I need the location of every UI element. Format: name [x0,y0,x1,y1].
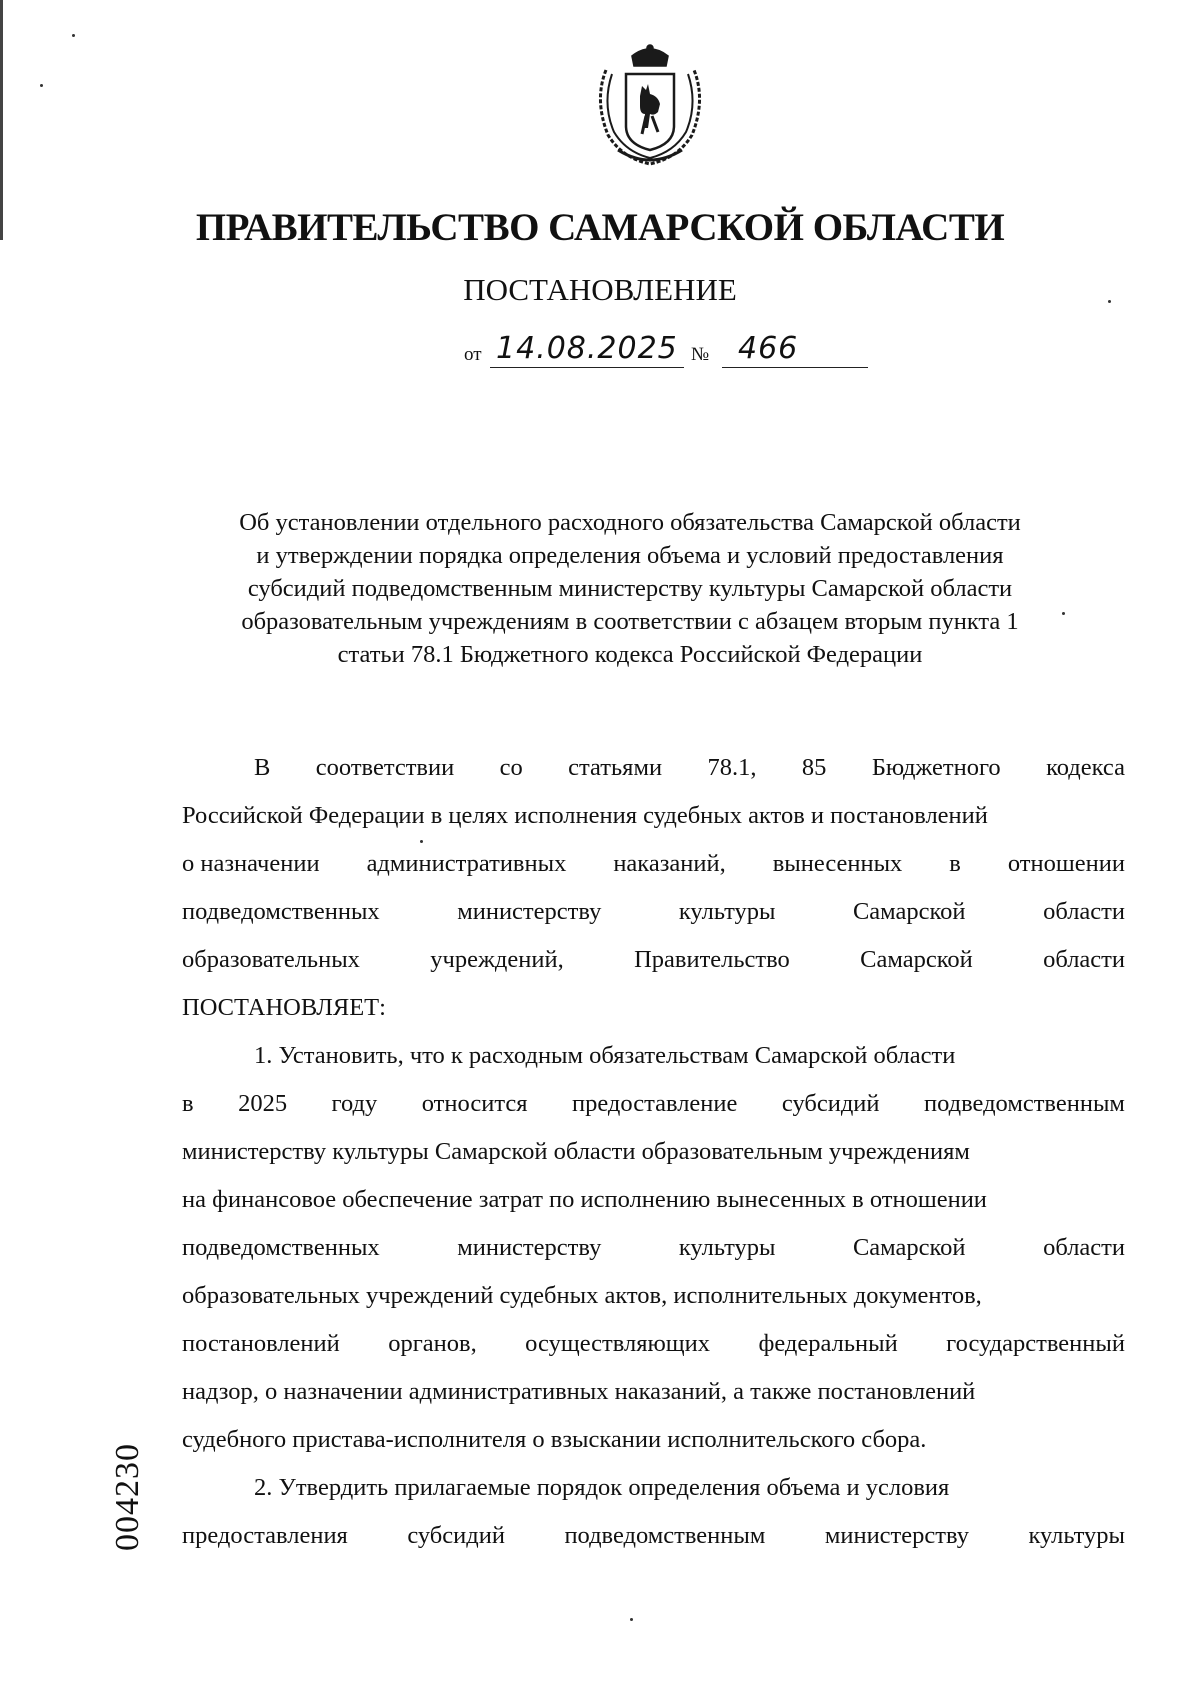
resolution-keyword: ПОСТАНОВЛЯЕТ: [182,994,386,1021]
scan-speck [40,84,43,87]
document-type: ПОСТАНОВЛЕНИЕ [463,272,737,307]
word: министерству [824,1522,969,1549]
date-prefix: от [464,344,482,365]
word: в [182,1090,194,1117]
word: Самарской [852,1234,966,1261]
subject-line: статьи 78.1 Бюджетного кодекса Российской Федерации [337,641,923,668]
item-1-line: образовательных учреждений судебных актов, исполнительных документов, [182,1282,982,1309]
word: отношении [1007,850,1125,877]
word: осуществляющих [525,1330,711,1357]
subject-line: субсидий подведомственным министерству культуры Самарской области [247,575,1013,602]
item-2-line [182,1520,1125,1552]
word: государственный [946,1330,1125,1357]
subject-line: образовательным учреждениям в соответствии с абзацем вторым пункта 1 [241,608,1019,635]
word: кодекса [1046,754,1125,781]
item-1-line [182,1088,1125,1120]
word: органов, [388,1330,477,1357]
coat-of-arms-emblem [588,40,712,170]
word: подведомственных [182,1234,380,1261]
word: постановлений [182,1330,340,1357]
scan-speck [420,840,423,843]
word: культуры [678,898,776,925]
word: о назначении [182,850,320,877]
word: году [331,1090,378,1117]
preamble-line [254,752,1125,784]
word: 78.1, [707,754,757,781]
word: Самарской [852,898,966,925]
word: со [499,754,523,781]
word: подведомственным [564,1522,766,1549]
word: предоставление [571,1090,738,1117]
item-2-line: 2. Утвердить прилагаемые порядок определения объема и условия [254,1474,950,1501]
preamble-line: Российской Федерации в целях исполнения судебных актов и постановлений [182,802,988,829]
item-1-line [182,1328,1125,1360]
item-1-line: на финансовое обеспечение затрат по исполнению вынесенных в отношении [182,1186,987,1213]
word: соответствии [315,754,455,781]
word: относится [421,1090,528,1117]
scan-speck [1108,300,1111,303]
word: предоставления [182,1522,348,1549]
word: культуры [1028,1522,1125,1549]
number-prefix: № [691,344,710,365]
word: министерству [457,1234,602,1261]
scan-speck [1062,612,1065,615]
word: министерству [457,898,602,925]
word: субсидий [407,1522,505,1549]
item-1-line: 1. Установить, что к расходным обязательствам Самарской области [254,1042,956,1069]
word: наказаний, [613,850,726,877]
scan-speck [630,1618,633,1621]
subject-line: Об установлении отдельного расходного обязательства Самарской области [239,509,1021,536]
word: Правительство [634,946,790,973]
handwritten-date: 14.08.2025 [496,331,678,366]
word: подведомственных [182,898,380,925]
word: административных [366,850,567,877]
preamble-line [182,896,1125,928]
item-1-line [182,1232,1125,1264]
word: в [949,850,961,877]
word: вынесенных [772,850,903,877]
scan-edge [0,0,3,240]
document-subject [150,506,1110,671]
preamble-line [182,848,1125,880]
word: федеральный [758,1330,898,1357]
organization-title: ПРАВИТЕЛЬСТВО САМАРСКОЙ ОБЛАСТИ [195,206,1005,249]
word: культуры [678,1234,776,1261]
word: 85 [801,754,827,781]
word: области [1043,946,1125,973]
word: В [254,754,271,781]
word: статьями [568,754,663,781]
number-underline [722,367,868,368]
word: области [1043,1234,1125,1261]
word: Бюджетного [871,754,1001,781]
word: Самарской [860,946,973,973]
word: 2025 [238,1090,288,1117]
item-1-line: надзор, о назначении административных наказаний, а также постановлений [182,1378,976,1405]
scan-speck [72,34,75,37]
item-1-line: министерству культуры Самарской области образовательным учреждениям [182,1138,970,1165]
item-1-line: судебного пристава-исполнителя о взыскании исполнительского сбора. [182,1426,927,1453]
preamble-line [182,944,1125,976]
word: субсидий [781,1090,880,1117]
subject-line: и утверждении порядка определения объема и условий предоставления [256,542,1004,569]
margin-stamp-number: 004230 [109,1443,146,1551]
date-number-line [460,330,880,374]
handwritten-number: 466 [738,331,799,366]
word: учреждений, [430,946,564,973]
date-underline [490,367,684,368]
word: подведомственным [924,1090,1125,1117]
word: образовательных [182,946,360,973]
word: области [1043,898,1125,925]
